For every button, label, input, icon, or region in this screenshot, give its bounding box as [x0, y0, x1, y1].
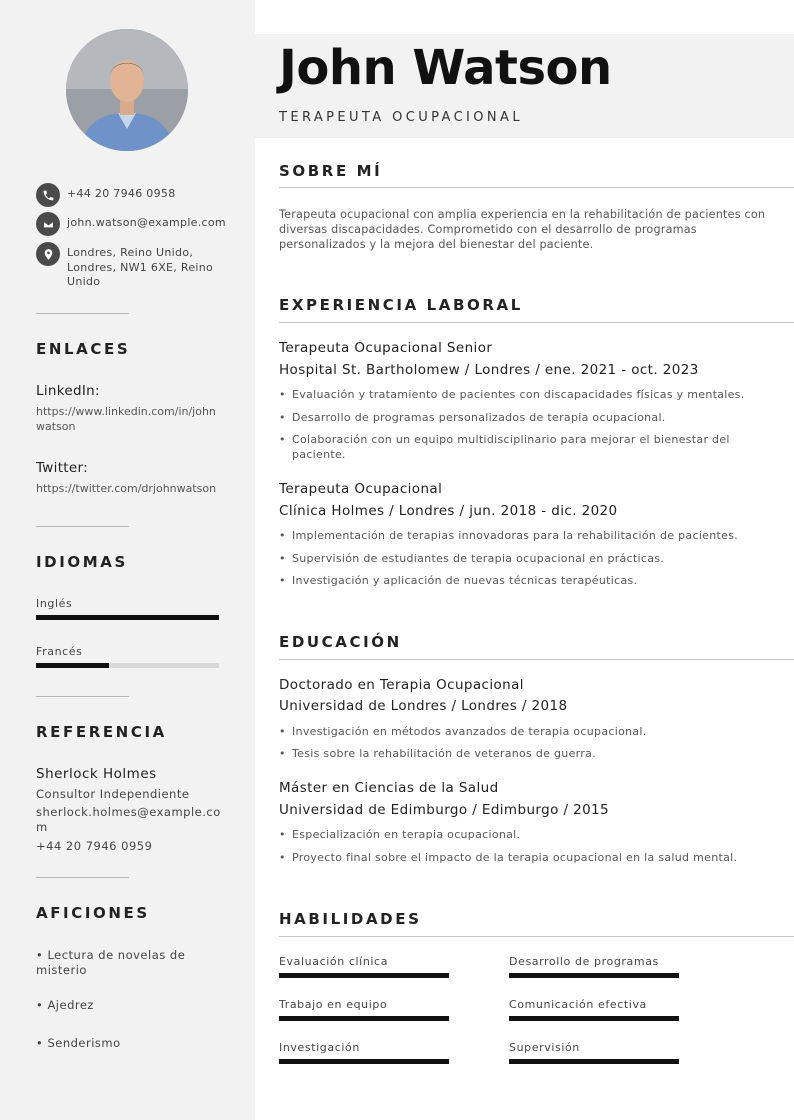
job-bullet: • Supervisión de estudiantes de terapia ocupacional en prácticas.	[279, 552, 779, 567]
skill-name: Comunicación efectiva	[509, 998, 647, 1011]
skill-name: Investigación	[279, 1041, 360, 1054]
job-role: Terapeuta Ocupacional	[279, 481, 443, 497]
email-text[interactable]: john.watson@example.com	[67, 216, 226, 229]
language-name: Inglés	[36, 597, 73, 610]
education-degree: Doctorado en Terapia Ocupacional	[279, 677, 524, 693]
contact-address	[36, 242, 226, 290]
reference-role: Consultor Independiente	[36, 787, 190, 801]
sidebar-divider	[36, 313, 129, 314]
linkedin-label: LinkedIn:	[36, 383, 100, 399]
person-name: John Watson	[279, 40, 612, 96]
skill-level-fill	[279, 973, 449, 978]
education-bullet: • Especialización en terapia ocupacional.	[279, 828, 779, 843]
education-bullet: • Proyecto final sobre el impacto de la terapia ocupacional en la salud mental.	[279, 851, 779, 866]
twitter-label: Twitter:	[36, 460, 88, 476]
profile-photo-image	[66, 29, 188, 151]
job-place: Clínica Holmes / Londres / jun. 2018 - dic. 2020	[279, 503, 618, 519]
skill-name: Trabajo en equipo	[279, 998, 388, 1011]
skill-level-bar	[279, 1059, 449, 1064]
language-level-bar	[36, 663, 219, 668]
job-bullet: • Evaluación y tratamiento de pacientes con discapacidades físicas y mentales.	[279, 388, 779, 403]
skill-level-fill	[509, 1016, 679, 1021]
envelope-icon	[36, 212, 60, 236]
linkedin-url[interactable]: https://www.linkedin.com/in/johnwatson	[36, 405, 216, 433]
skill-name: Supervisión	[509, 1041, 580, 1054]
skill-level-fill	[509, 973, 679, 978]
section-rule	[279, 187, 794, 188]
language-level-bar	[36, 615, 219, 620]
skill-level-fill	[279, 1059, 449, 1064]
job-bullet: • Desarrollo de programas personalizados de terapia ocupacional.	[279, 411, 779, 426]
section-rule	[279, 936, 794, 937]
reference-name: Sherlock Holmes	[36, 766, 157, 782]
skill-level-fill	[509, 1059, 679, 1064]
skill-level-bar	[279, 1016, 449, 1021]
profile-photo	[66, 29, 188, 151]
reference-email[interactable]: sherlock.holmes@example.com	[36, 805, 221, 834]
language-level-fill	[36, 615, 219, 620]
reference-heading: REFERENCIA	[36, 723, 167, 741]
languages-heading: IDIOMAS	[36, 553, 128, 571]
section-rule	[279, 659, 794, 660]
education-place: Universidad de Londres / Londres / 2018	[279, 698, 568, 714]
education-place: Universidad de Edimburgo / Edimburgo / 2015	[279, 802, 610, 818]
hobbies-heading: AFICIONES	[36, 904, 150, 922]
education-bullet: • Tesis sobre la rehabilitación de veteranos de guerra.	[279, 747, 779, 762]
language-level-fill	[36, 663, 109, 668]
education-degree: Máster en Ciencias de la Salud	[279, 780, 499, 796]
job-place: Hospital St. Bartholomew / Londres / ene. 2021 - oct. 2023	[279, 362, 699, 378]
job-role: Terapeuta Ocupacional Senior	[279, 340, 493, 356]
experience-heading: EXPERIENCIA LABORAL	[279, 296, 523, 314]
hobby-item: • Lectura de novelas de misterio	[36, 948, 186, 977]
skill-name: Desarrollo de programas	[509, 955, 659, 968]
location-pin-icon	[36, 242, 60, 266]
skill-level-bar	[509, 973, 679, 978]
sidebar-divider	[36, 877, 129, 878]
skill-level-bar	[279, 973, 449, 978]
skill-name: Evaluación clínica	[279, 955, 389, 968]
phone-text: +44 20 7946 0958	[67, 187, 176, 200]
section-rule	[279, 322, 794, 323]
job-bullet: • Investigación y aplicación de nuevas técnicas terapéuticas.	[279, 574, 779, 589]
job-bullet: • Implementación de terapias innovadoras para la rehabilitación de pacientes.	[279, 529, 779, 544]
address-text: Londres, Reino Unido, Londres, NW1 6XE, Reino Unido	[67, 246, 214, 288]
skill-level-bar	[509, 1016, 679, 1021]
sidebar-divider	[36, 696, 129, 697]
skill-level-bar	[509, 1059, 679, 1064]
skill-level-fill	[279, 1016, 449, 1021]
education-bullet: • Investigación en métodos avanzados de terapia ocupacional.	[279, 725, 779, 740]
person-title: TERAPEUTA OCUPACIONAL	[279, 110, 523, 125]
links-heading: ENLACES	[36, 340, 131, 358]
contact-email	[36, 212, 226, 236]
education-heading: EDUCACIÓN	[279, 633, 402, 651]
hobby-item: • Senderismo	[36, 1036, 121, 1050]
phone-icon	[36, 183, 60, 207]
job-bullet: • Colaboración con un equipo multidisciplinario para mejorar el bienestar del paciente.	[279, 433, 779, 462]
twitter-url[interactable]: https://twitter.com/drjohnwatson	[36, 482, 217, 495]
contact-phone	[36, 183, 176, 207]
reference-phone: +44 20 7946 0959	[36, 839, 153, 853]
skills-heading: HABILIDADES	[279, 910, 422, 928]
about-text: Terapeuta ocupacional con amplia experiencia en la rehabilitación de pacientes con diversas discapacidades. Comprometido con el desarrollo de programas personalizados y la mejora del bienestar del paciente.	[279, 208, 766, 251]
about-heading: SOBRE MÍ	[279, 162, 383, 180]
sidebar-divider	[36, 526, 129, 527]
language-name: Francés	[36, 645, 83, 658]
hobby-item: • Ajedrez	[36, 998, 94, 1012]
